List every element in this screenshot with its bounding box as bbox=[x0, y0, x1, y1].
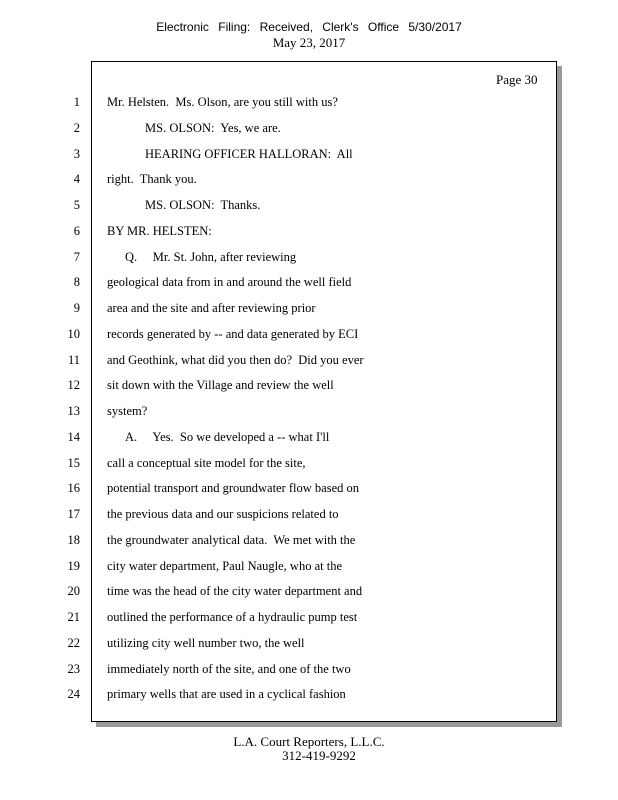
transcript-date: May 23, 2017 bbox=[272, 35, 346, 50]
line-number: 23 bbox=[67, 661, 80, 676]
line-number: 16 bbox=[67, 481, 80, 496]
line-text: BY MR. HELSTEN: bbox=[107, 223, 212, 238]
line-number: 1 bbox=[73, 95, 80, 109]
footer-phone: 312-419-9292 bbox=[282, 748, 356, 763]
line-text: and Geothink, what did you then do? Did you ever bbox=[107, 352, 364, 367]
line-number: 8 bbox=[73, 275, 80, 290]
line-number: 18 bbox=[67, 532, 80, 547]
line-text: MS. OLSON: Yes, we are. bbox=[145, 120, 281, 135]
line-number: 3 bbox=[73, 146, 80, 161]
line-text: A. Yes. So we developed a -- what I'll bbox=[125, 429, 330, 444]
line-text: utilizing city well number two, the well bbox=[107, 635, 305, 650]
line-number: 19 bbox=[67, 558, 80, 573]
line-text: right. Thank you. bbox=[107, 172, 197, 187]
line-text: potential transport and groundwater flow based on bbox=[107, 481, 360, 496]
line-number: 5 bbox=[73, 198, 80, 212]
line-text: primary wells that are used in a cyclical fashion bbox=[107, 687, 346, 702]
line-number: 22 bbox=[67, 635, 80, 650]
line-text: geological data from in and around the well field bbox=[107, 275, 352, 290]
line-text: time was the head of the city water department and bbox=[107, 584, 363, 599]
line-text: call a conceptual site model for the site, bbox=[107, 455, 306, 470]
line-number: 13 bbox=[67, 404, 80, 418]
line-number: 14 bbox=[67, 429, 80, 444]
line-text: HEARING OFFICER HALLORAN: All bbox=[145, 146, 353, 161]
line-number: 24 bbox=[67, 687, 80, 702]
line-number: 4 bbox=[73, 172, 80, 187]
line-text: immediately north of the site, and one of the two bbox=[107, 661, 351, 676]
line-text: sit down with the Village and review the well bbox=[107, 378, 334, 393]
line-number: 21 bbox=[67, 610, 80, 624]
filing-stamp: Electronic Filing: Received, Clerk's Office 5/30/2017 bbox=[156, 20, 462, 34]
line-text: the previous data and our suspicions related to bbox=[107, 507, 339, 521]
line-number: 20 bbox=[67, 584, 80, 599]
line-number: 11 bbox=[67, 352, 80, 367]
line-text: Q. Mr. St. John, after reviewing bbox=[125, 249, 297, 264]
line-text: city water department, Paul Naugle, who at the bbox=[107, 558, 342, 573]
line-text: system? bbox=[107, 404, 148, 418]
line-text: records generated by -- and data generated by ECI bbox=[107, 326, 359, 341]
line-number: 7 bbox=[73, 249, 80, 264]
line-number: 2 bbox=[73, 120, 80, 135]
line-text: outlined the performance of a hydraulic pump test bbox=[107, 610, 358, 624]
line-number: 10 bbox=[67, 326, 80, 341]
line-number: 9 bbox=[73, 301, 80, 315]
footer-company: L.A. Court Reporters, L.L.C. bbox=[233, 734, 385, 749]
line-text: area and the site and after reviewing prior bbox=[107, 301, 316, 315]
line-text: Mr. Helsten. Ms. Olson, are you still with us? bbox=[107, 95, 338, 109]
line-number: 12 bbox=[67, 378, 80, 393]
line-number: 17 bbox=[67, 507, 80, 521]
line-text: the groundwater analytical data. We met with the bbox=[107, 532, 356, 547]
line-number: 6 bbox=[73, 223, 80, 238]
page-number: Page 30 bbox=[496, 72, 538, 87]
line-number: 15 bbox=[67, 455, 80, 470]
line-text: MS. OLSON: Thanks. bbox=[145, 198, 261, 212]
